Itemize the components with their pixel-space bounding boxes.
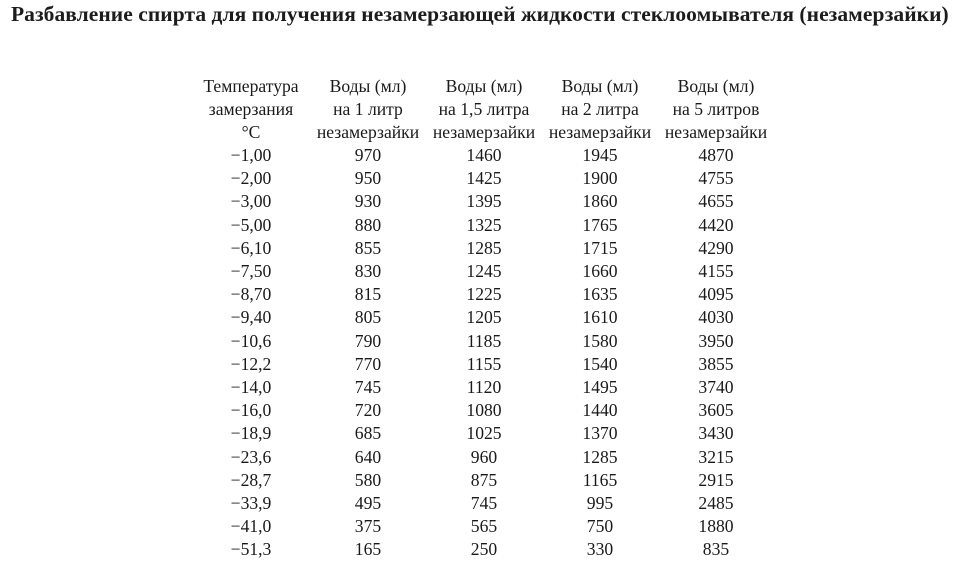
cell-temperature: −1,00 (230, 145, 272, 165)
cell-temperature: −16,0 (230, 400, 272, 421)
cell-water-1l: 970 (354, 145, 382, 165)
column-header-line: на 1,5 литра (438, 99, 530, 120)
cell-water-2l: 1635 (582, 284, 618, 305)
cell-water-1-5l: 565 (470, 516, 498, 537)
cell-water-1-5l: 745 (470, 493, 498, 513)
cell-water-5l: 4290 (698, 237, 734, 258)
column-header-line: незамерзайки (316, 122, 420, 143)
column-header-line: незамерзайки (664, 122, 768, 143)
cell-water-2l: 1495 (582, 377, 618, 397)
cell-water-1-5l: 875 (470, 469, 498, 490)
cell-water-5l: 3740 (698, 377, 734, 397)
cell-water-2l: 1660 (582, 261, 618, 281)
cell-water-5l: 4030 (698, 307, 734, 328)
cell-water-2l: 1715 (582, 237, 618, 258)
cell-temperature: −2,00 (230, 168, 272, 189)
cell-water-1-5l: 1245 (466, 261, 502, 281)
cell-water-5l: 4655 (698, 191, 734, 212)
column-header-line: незамерзайки (432, 122, 536, 143)
cell-water-5l: 3605 (698, 400, 734, 421)
cell-water-1-5l: 1185 (466, 330, 502, 351)
cell-temperature: −18,9 (230, 423, 272, 444)
cell-water-1l: 855 (354, 237, 382, 258)
cell-water-2l: 1900 (582, 168, 618, 189)
cell-water-1l: 830 (354, 261, 382, 281)
column-header-line: Температура (203, 76, 299, 96)
cell-water-5l: 3215 (698, 446, 734, 467)
cell-water-1-5l: 1080 (466, 400, 502, 421)
cell-water-2l: 1610 (582, 307, 618, 328)
column-header-line: незамерзайки (548, 122, 652, 143)
cell-temperature: −23,6 (230, 446, 272, 467)
cell-water-1-5l: 1425 (466, 168, 502, 189)
cell-temperature: −41,0 (230, 516, 272, 537)
cell-water-1l: 640 (354, 446, 382, 467)
cell-water-1l: 815 (354, 284, 382, 305)
column-header-water-1l (308, 75, 428, 145)
cell-water-5l: 2485 (698, 493, 734, 513)
cell-water-2l: 750 (586, 516, 614, 537)
cell-water-5l: 4155 (698, 261, 734, 281)
column-header-temperature (191, 75, 311, 145)
column-header-line: °С (241, 122, 261, 143)
column-header-line: на 1 литр (333, 99, 403, 120)
cell-water-2l: 1765 (582, 214, 618, 235)
column-header-water-2l (540, 75, 660, 145)
cell-water-1l: 950 (354, 168, 382, 189)
cell-water-1l: 770 (354, 353, 382, 374)
column-header-water-5l (656, 75, 776, 145)
cell-water-1-5l: 1155 (466, 353, 502, 374)
cell-temperature: −7,50 (230, 261, 272, 281)
cell-water-1l: 880 (354, 214, 382, 235)
cell-water-2l: 1580 (582, 330, 618, 351)
column-header-line: Воды (мл) (677, 76, 755, 96)
cell-temperature: −10,6 (230, 330, 272, 351)
column-header-line: Воды (мл) (561, 76, 639, 96)
cell-water-2l: 1165 (582, 469, 618, 490)
cell-water-2l: 995 (586, 493, 614, 513)
cell-water-2l: 330 (586, 539, 614, 560)
cell-temperature: −3,00 (230, 191, 272, 212)
cell-temperature: −14,0 (230, 377, 272, 397)
cell-water-1l: 165 (354, 539, 382, 560)
cell-water-5l: 2915 (698, 469, 734, 490)
cell-water-2l: 1945 (582, 145, 618, 165)
cell-water-1l: 685 (354, 423, 382, 444)
cell-water-1l: 580 (354, 469, 382, 490)
cell-water-5l: 835 (702, 539, 730, 560)
cell-water-1-5l: 960 (470, 446, 498, 467)
cell-water-2l: 1860 (582, 191, 618, 212)
cell-water-5l: 4420 (698, 214, 734, 235)
column-header-line: Воды (мл) (329, 76, 407, 96)
cell-temperature: −6,10 (230, 237, 272, 258)
cell-temperature: −8,70 (230, 284, 272, 305)
cell-water-5l: 1880 (698, 516, 734, 537)
cell-temperature: −12,2 (230, 353, 272, 374)
column-header-line: на 5 литров (672, 99, 760, 120)
cell-temperature: −9,40 (230, 307, 272, 328)
cell-water-5l: 3430 (698, 423, 734, 444)
cell-water-5l: 4095 (698, 284, 734, 305)
cell-water-1-5l: 1120 (466, 377, 502, 397)
cell-water-1-5l: 1395 (466, 191, 502, 212)
cell-water-1l: 745 (354, 377, 382, 397)
cell-temperature: −33,9 (230, 493, 272, 513)
cell-water-1l: 495 (354, 493, 382, 513)
cell-water-1l: 930 (354, 191, 382, 212)
cell-water-2l: 1440 (582, 400, 618, 421)
cell-temperature: −28,7 (230, 469, 272, 490)
column-header-line: замерзания (208, 99, 294, 120)
column-header-line: Воды (мл) (445, 76, 523, 96)
cell-water-1l: 805 (354, 307, 382, 328)
column-header-line: на 2 литра (561, 99, 639, 120)
cell-temperature: −5,00 (230, 214, 272, 235)
cell-water-1l: 790 (354, 330, 382, 351)
cell-water-1-5l: 1025 (466, 423, 502, 444)
cell-temperature: −51,3 (230, 539, 272, 560)
page-title: Разбавление спирта для получения незамерзающей жидкости стеклоомывателя (незамерзайки) (11, 2, 949, 26)
cell-water-2l: 1540 (582, 353, 618, 374)
cell-water-1l: 375 (354, 516, 382, 537)
cell-water-1-5l: 1460 (466, 145, 502, 165)
cell-water-1-5l: 250 (470, 539, 498, 560)
cell-water-5l: 3855 (698, 353, 734, 374)
cell-water-1-5l: 1285 (466, 237, 502, 258)
cell-water-5l: 3950 (698, 330, 734, 351)
cell-water-5l: 4755 (698, 168, 734, 189)
cell-water-2l: 1370 (582, 423, 618, 444)
cell-water-1-5l: 1225 (466, 284, 502, 305)
cell-water-1-5l: 1325 (466, 214, 502, 235)
column-header-water-1-5l (424, 75, 544, 145)
cell-water-5l: 4870 (698, 145, 734, 165)
cell-water-1l: 720 (354, 400, 382, 421)
cell-water-2l: 1285 (582, 446, 618, 467)
cell-water-1-5l: 1205 (466, 307, 502, 328)
